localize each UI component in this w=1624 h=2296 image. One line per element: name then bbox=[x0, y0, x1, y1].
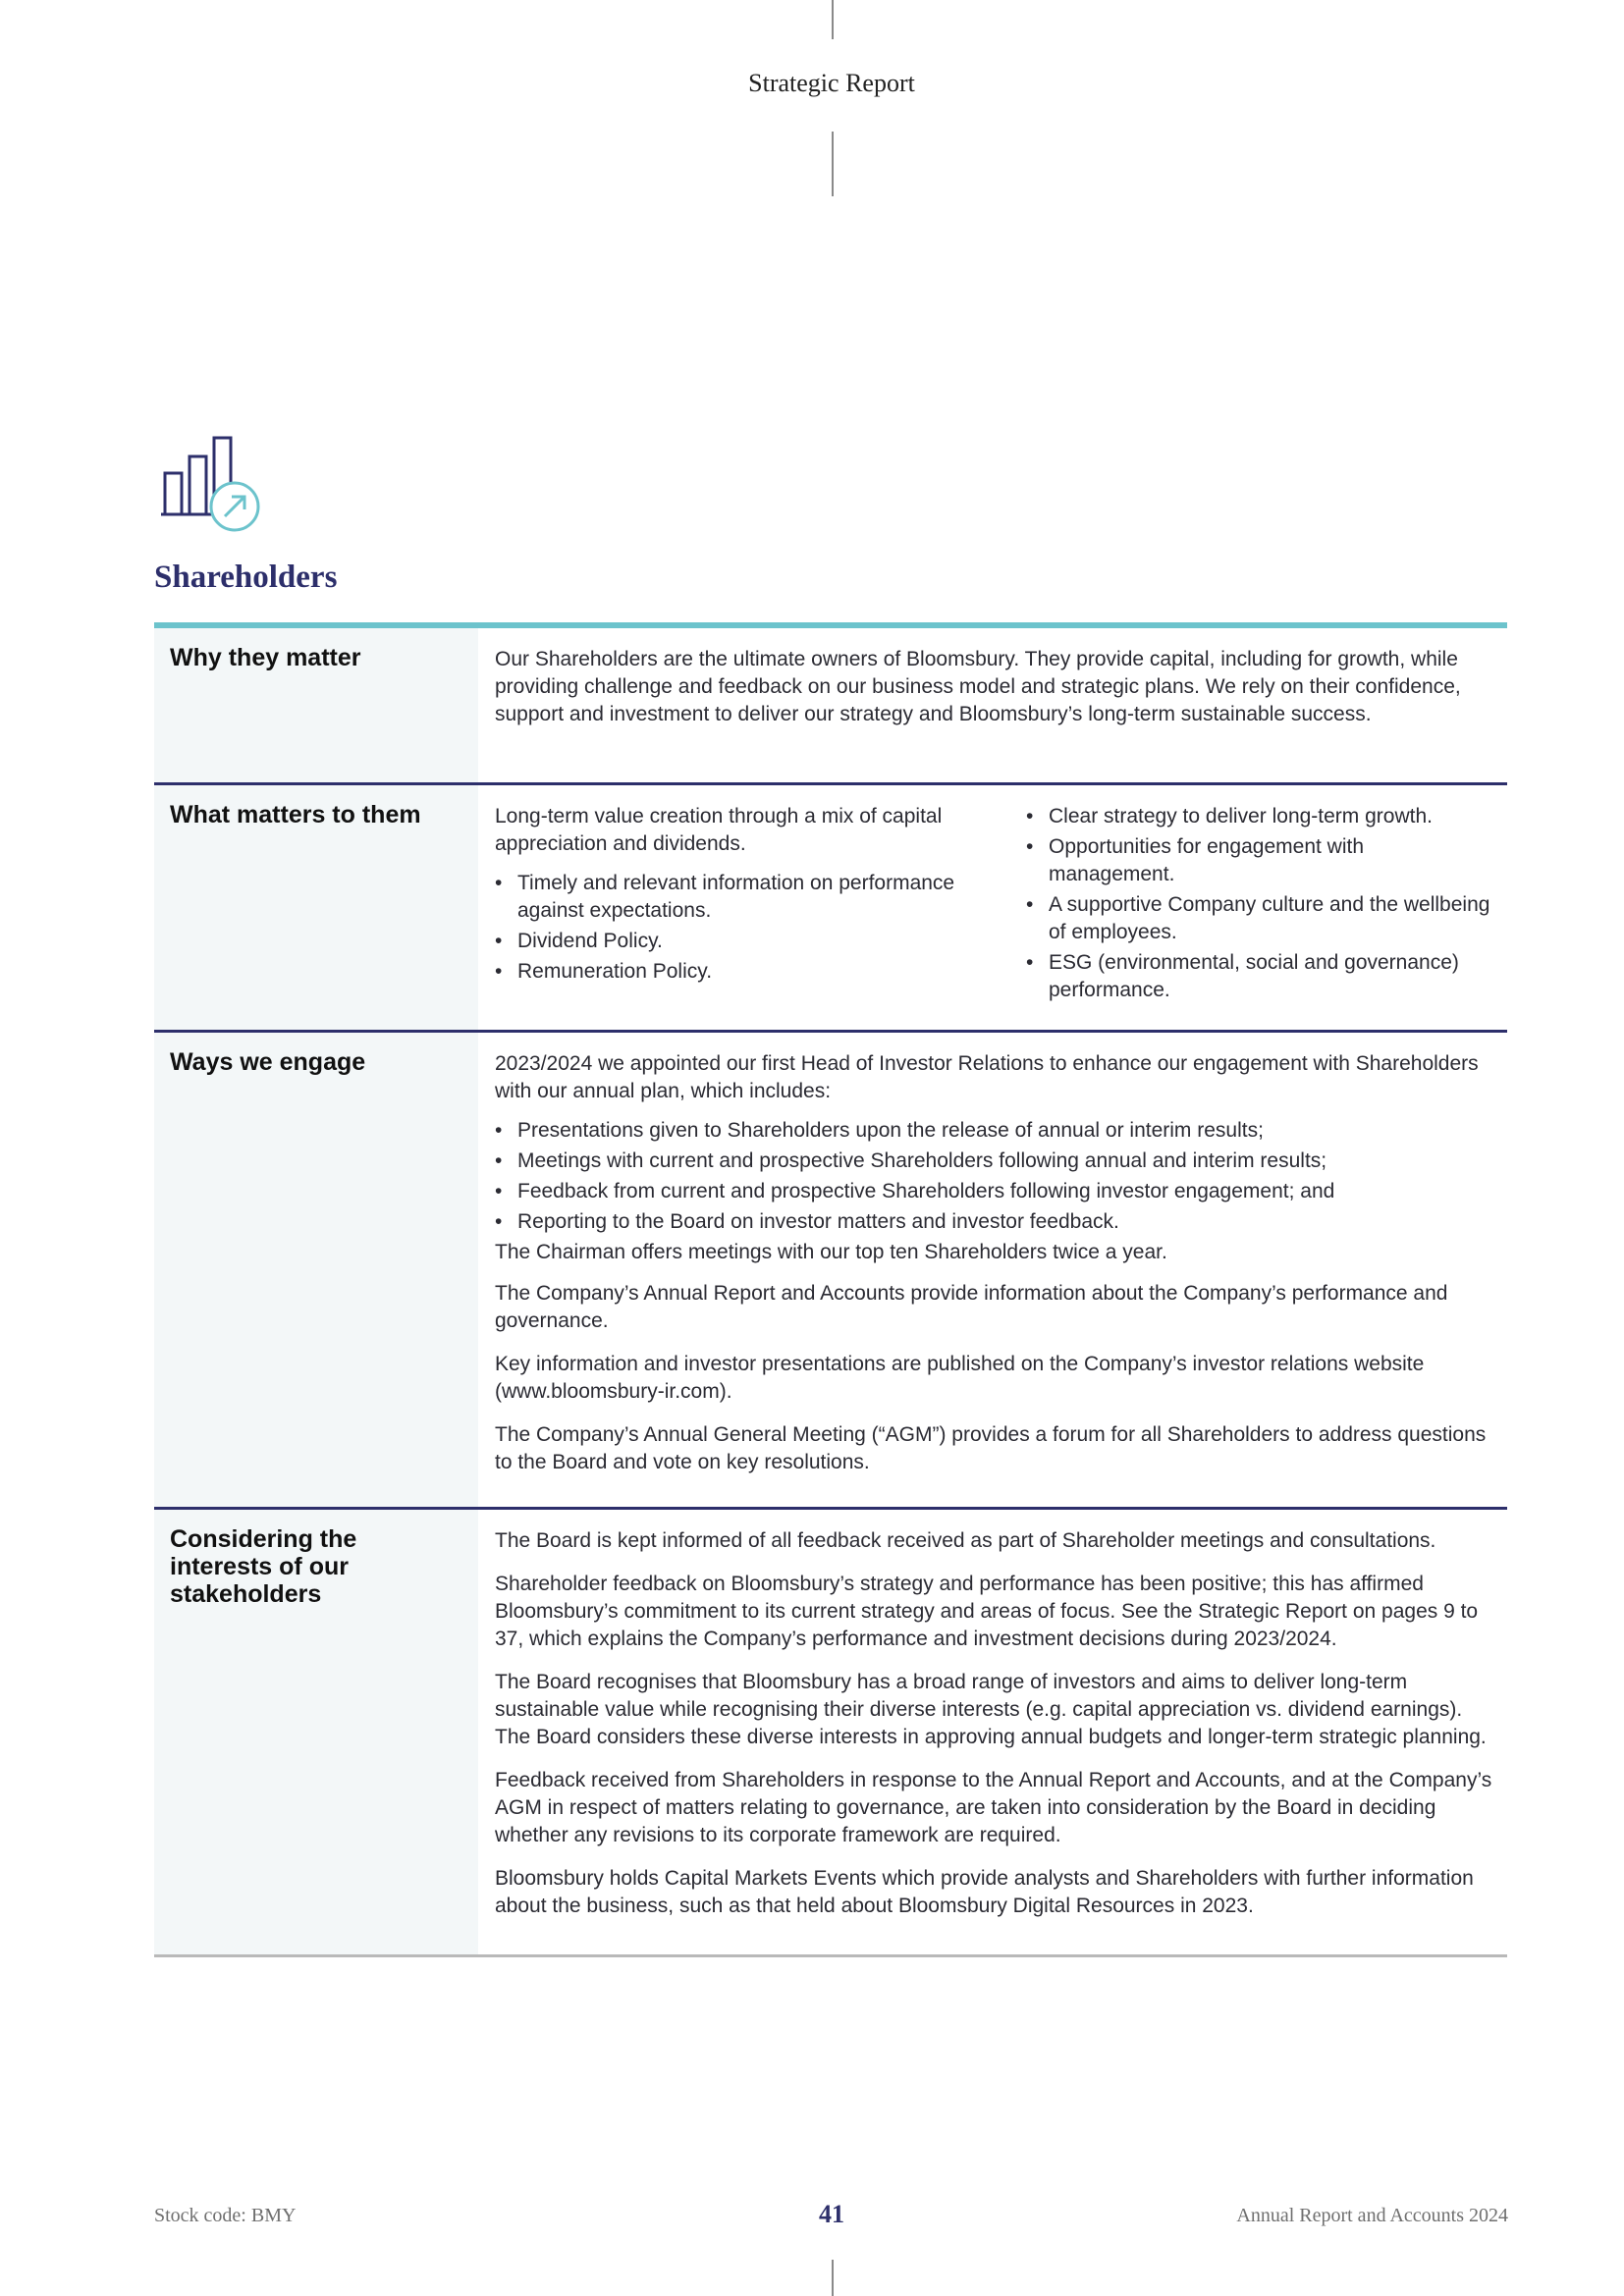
stock-code: Stock code: BMY bbox=[154, 2205, 297, 2226]
list-item: • Timely and relevant information on performance against expectations. bbox=[495, 870, 991, 925]
ways-paragraph: The Company’s Annual General Meeting (“AGM”) provides a forum for all Shareholders to address questions to the Board and vote on key resolutions. bbox=[495, 1423, 1487, 1473]
considering-paragraph: The Board is kept informed of all feedback received as part of Shareholder meetings and consultations. bbox=[495, 1529, 1436, 1552]
row-why-they-matter bbox=[154, 628, 1507, 785]
section-header: Strategic Report bbox=[748, 69, 915, 97]
list-item: • Dividend Policy. bbox=[495, 928, 991, 955]
what-left-column bbox=[495, 803, 991, 1018]
stakeholder-table bbox=[154, 622, 1507, 1957]
considering-paragraph: Shareholder feedback on Bloomsbury’s strategy and performance has been positive; this has affirmed Bloomsbury’s commitment to its current strategy and areas of focus. See the Strategic Report on pages 9 to 37, which explains the Company’s performance and investment decisions during 2023/2024. bbox=[495, 1573, 1479, 1650]
considering-paragraph: Bloomsbury holds Capital Markets Events which provide analysts and Shareholders with further information about the business, such as that held about Bloomsbury Digital Resources in 2023. bbox=[495, 1867, 1474, 1917]
what-right-list bbox=[1026, 803, 1495, 1004]
bottom-divider-line bbox=[832, 2260, 834, 2296]
row-what-matters bbox=[154, 785, 1507, 1033]
list-item: • Feedback from current and prospective Shareholders following investor engagement; and bbox=[495, 1178, 1495, 1205]
list-item: • Reporting to the Board on investor matters and investor feedback. bbox=[495, 1208, 1495, 1236]
row-label: Considering the interests of our stakeholders bbox=[154, 1510, 478, 1954]
list-item: • Clear strategy to deliver long-term growth. bbox=[1026, 803, 1495, 830]
row-considering-interests bbox=[154, 1510, 1507, 1957]
what-intro: Long-term value creation through a mix of capital appreciation and dividends. bbox=[495, 805, 943, 855]
list-item: • Meetings with current and prospective Shareholders following annual and interim results; bbox=[495, 1148, 1495, 1175]
what-left-list bbox=[495, 870, 991, 986]
ways-paragraph: The Company’s Annual Report and Accounts provide information about the Company’s performance and governance. bbox=[495, 1282, 1448, 1332]
row-content bbox=[478, 1033, 1507, 1507]
considering-paragraph: The Board recognises that Bloomsbury has a broad range of investors and aims to deliver long-term sustainable value while recognising their diverse interests (e.g. capital appreciation vs. dividend earnings). The Board considers these diverse interests in approving annual budgets and longer-term strategic planning. bbox=[495, 1671, 1487, 1748]
page-number: 41 bbox=[819, 2200, 844, 2228]
row-content bbox=[478, 785, 1507, 1030]
list-item: • ESG (environmental, social and governance) performance. bbox=[1026, 949, 1495, 1004]
considering-paragraph: Feedback received from Shareholders in response to the Annual Report and Accounts, and at the Company’s AGM in respect of matters relating to governance, are taken into consideration by the Board in deciding whether any revisions to its corporate framework are required. bbox=[495, 1769, 1492, 1846]
ways-intro: 2023/2024 we appointed our first Head of Investor Relations to enhance our engagement with Shareholders with our annual plan, which includes: bbox=[495, 1052, 1479, 1102]
report-title: Annual Report and Accounts 2024 bbox=[1236, 2205, 1508, 2226]
list-item: • Opportunities for engagement with management. bbox=[1026, 833, 1495, 888]
what-right-column bbox=[1026, 803, 1495, 1018]
row-ways-we-engage bbox=[154, 1033, 1507, 1510]
ways-paragraph: Key information and investor presentations are published on the Company’s investor relations website (www.bloomsbury-ir.com). bbox=[495, 1353, 1425, 1403]
list-item: • Presentations given to Shareholders upon the release of annual or interim results; bbox=[495, 1117, 1495, 1145]
row-label: What matters to them bbox=[154, 785, 478, 1030]
section-title: Shareholders bbox=[154, 560, 338, 595]
row-label: Why they matter bbox=[154, 628, 478, 782]
row-content bbox=[478, 1510, 1507, 1954]
row-label: Ways we engage bbox=[154, 1033, 478, 1507]
row-content bbox=[478, 628, 1507, 782]
list-item: • A supportive Company culture and the wellbeing of employees. bbox=[1026, 891, 1495, 946]
top-divider-line bbox=[832, 0, 834, 39]
bar-chart-growth-icon bbox=[157, 432, 265, 535]
header-divider-line bbox=[832, 132, 834, 196]
ways-paragraph: The Chairman offers meetings with our top ten Shareholders twice a year. bbox=[495, 1241, 1167, 1263]
list-item: • Remuneration Policy. bbox=[495, 958, 991, 986]
ways-list bbox=[495, 1117, 1495, 1236]
why-paragraph: Our Shareholders are the ultimate owners of Bloomsbury. They provide capital, including for growth, while providing challenge and feedback on our business model and strategic plans. We rely on their confidence, support and investment to deliver our strategy and Bloomsbury’s long-term sustainable success. bbox=[495, 648, 1461, 725]
